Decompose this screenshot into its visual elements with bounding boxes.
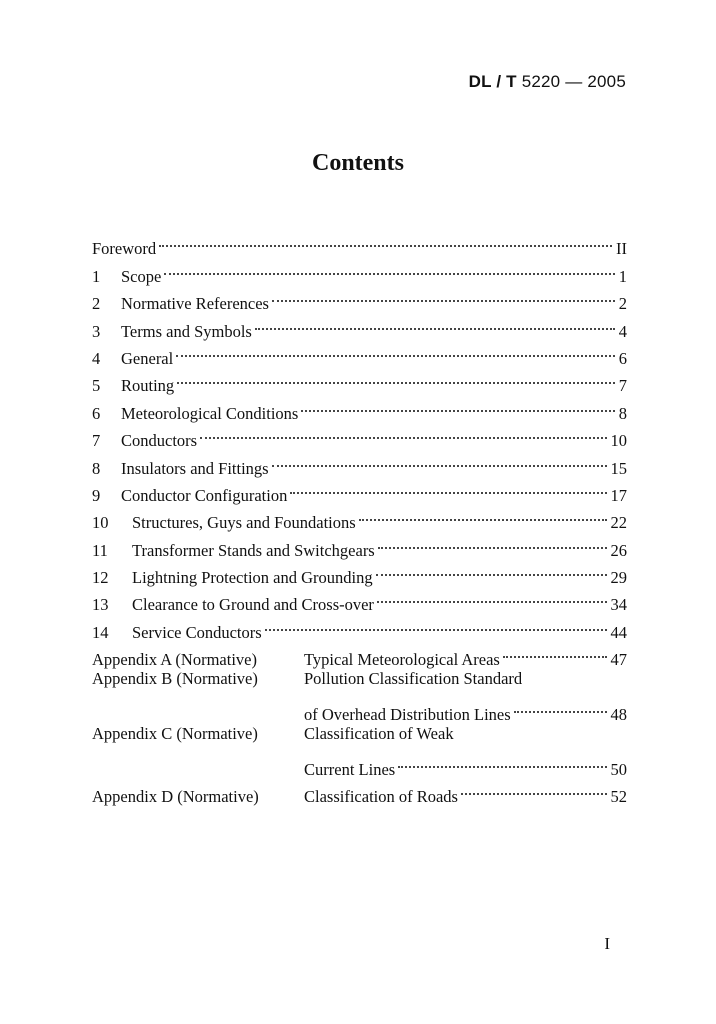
appendix-title: Pollution Classification Standard	[304, 669, 523, 689]
toc-entry[interactable]	[92, 282, 627, 314]
toc-entry-number: 10	[92, 513, 109, 533]
dot-leader	[378, 528, 607, 555]
dot-leader	[398, 747, 606, 774]
dot-leader	[272, 282, 615, 309]
appendix-title: Classification of Weak	[304, 724, 454, 744]
appendix-page: 47	[610, 650, 627, 670]
toc-appendix-c-continued[interactable]	[92, 747, 627, 779]
toc-entry-number: 3	[92, 321, 101, 341]
page-title: Contents	[311, 150, 404, 176]
toc-entry-number: 12	[92, 568, 109, 588]
toc-appendix-d[interactable]	[92, 775, 627, 807]
toc-entry-page: 34	[610, 595, 627, 615]
toc-entry-page: 7	[618, 376, 627, 396]
dot-leader	[514, 693, 607, 720]
dot-leader	[265, 610, 607, 637]
toc-entry-page: 2	[618, 294, 627, 314]
toc-entry[interactable]	[92, 501, 627, 533]
appendix-label: Appendix C (Normative)	[92, 724, 258, 744]
dot-leader	[503, 638, 607, 665]
table-of-contents	[92, 227, 627, 807]
toc-appendix-c[interactable]	[92, 720, 627, 747]
toc-entry-page: 6	[618, 348, 627, 368]
toc-entry-title: Transformer Stands and Switchgears	[132, 540, 375, 560]
toc-entry-foreword[interactable]	[92, 227, 627, 259]
standard-code-number: 5220 — 2005	[521, 72, 626, 91]
toc-entry-number: 9	[92, 485, 101, 505]
toc-entry[interactable]	[92, 254, 627, 286]
appendix-title-continued: Current Lines	[304, 759, 396, 779]
toc-entry-title: Foreword	[92, 239, 157, 259]
appendix-title-continued: of Overhead Distribution Lines	[304, 705, 511, 725]
toc-entry[interactable]	[92, 337, 627, 368]
toc-entry[interactable]	[92, 419, 627, 451]
toc-entry-title: Structures, Guys and Foundations	[132, 513, 356, 533]
toc-entry-title: Normative References	[121, 294, 269, 314]
toc-entry[interactable]	[92, 474, 627, 505]
toc-entry-title: Conductors	[121, 431, 198, 451]
toc-entry-title: Scope	[121, 266, 162, 286]
dot-leader	[377, 583, 607, 610]
toc-entry[interactable]	[92, 309, 627, 341]
toc-entry-number: 13	[92, 595, 109, 615]
toc-entry-page: 29	[610, 568, 627, 588]
dot-leader	[301, 391, 614, 418]
toc-entry-title: Lightning Protection and Grounding	[132, 568, 373, 588]
toc-entry-number: 2	[92, 294, 101, 314]
toc-entry-title: General	[121, 348, 174, 368]
dot-leader	[376, 556, 607, 583]
toc-entry-number: 11	[92, 540, 108, 560]
toc-entry-number: 7	[92, 431, 101, 451]
dot-leader	[461, 775, 607, 802]
appendix-page: 52	[610, 787, 627, 807]
dot-leader	[164, 254, 614, 281]
toc-entry[interactable]	[92, 364, 627, 396]
toc-entry[interactable]	[92, 610, 627, 642]
toc-entry-title: Terms and Symbols	[121, 321, 252, 341]
toc-entry[interactable]	[92, 583, 627, 615]
toc-entry-number: 1	[92, 266, 101, 286]
appendix-title: Classification of Roads	[304, 787, 458, 807]
dot-leader	[200, 419, 606, 446]
toc-entry-title: Insulators and Fittings	[121, 458, 269, 478]
appendix-label: Appendix A (Normative)	[92, 650, 257, 670]
standard-code-prefix: DL / T	[468, 72, 517, 91]
dot-leader	[359, 501, 607, 528]
toc-entry-page: 22	[610, 513, 627, 533]
appendix-page: 50	[610, 759, 627, 779]
appendix-label: Appendix D (Normative)	[92, 787, 259, 807]
toc-entry-number: 8	[92, 458, 101, 478]
toc-entry-number: 4	[92, 348, 101, 368]
toc-entry-title: Service Conductors	[132, 622, 262, 642]
toc-appendix-a[interactable]	[92, 638, 627, 670]
dot-leader	[176, 337, 615, 364]
toc-entry[interactable]	[92, 446, 627, 478]
toc-entry-page: 10	[610, 431, 627, 451]
toc-entry-page: 26	[610, 540, 627, 560]
toc-entry-page: 17	[610, 485, 627, 505]
toc-entry-page: 8	[618, 403, 627, 423]
page-number: I	[604, 934, 610, 953]
appendix-page: 48	[610, 705, 627, 725]
dot-leader	[159, 227, 612, 254]
toc-entry[interactable]	[92, 528, 627, 560]
toc-entry-page: 1	[618, 266, 627, 286]
toc-entry-title: Clearance to Ground and Cross-over	[132, 595, 374, 615]
toc-entry-number: 5	[92, 376, 101, 396]
toc-appendix-b[interactable]	[92, 665, 627, 692]
toc-entry-page: 44	[610, 622, 627, 642]
toc-entry-page: 4	[618, 321, 627, 341]
dot-leader	[177, 364, 615, 391]
standard-code	[469, 72, 626, 92]
appendix-title: Typical Meteorological Areas	[304, 650, 500, 670]
toc-entry-page: II	[616, 239, 627, 259]
toc-entry-number: 14	[92, 622, 109, 642]
toc-entry[interactable]	[92, 556, 627, 588]
dot-leader	[290, 474, 606, 501]
dot-leader	[272, 446, 607, 473]
toc-entry-page: 15	[610, 458, 627, 478]
toc-entry-title: Routing	[121, 376, 175, 396]
toc-entry-title: Meteorological Conditions	[121, 403, 299, 423]
toc-entry[interactable]	[92, 391, 627, 423]
appendix-label: Appendix B (Normative)	[92, 669, 258, 689]
toc-appendix-b-continued[interactable]	[92, 693, 627, 725]
toc-entry-title: Conductor Configuration	[121, 485, 288, 505]
dot-leader	[255, 309, 615, 336]
toc-entry-number: 6	[92, 403, 101, 423]
